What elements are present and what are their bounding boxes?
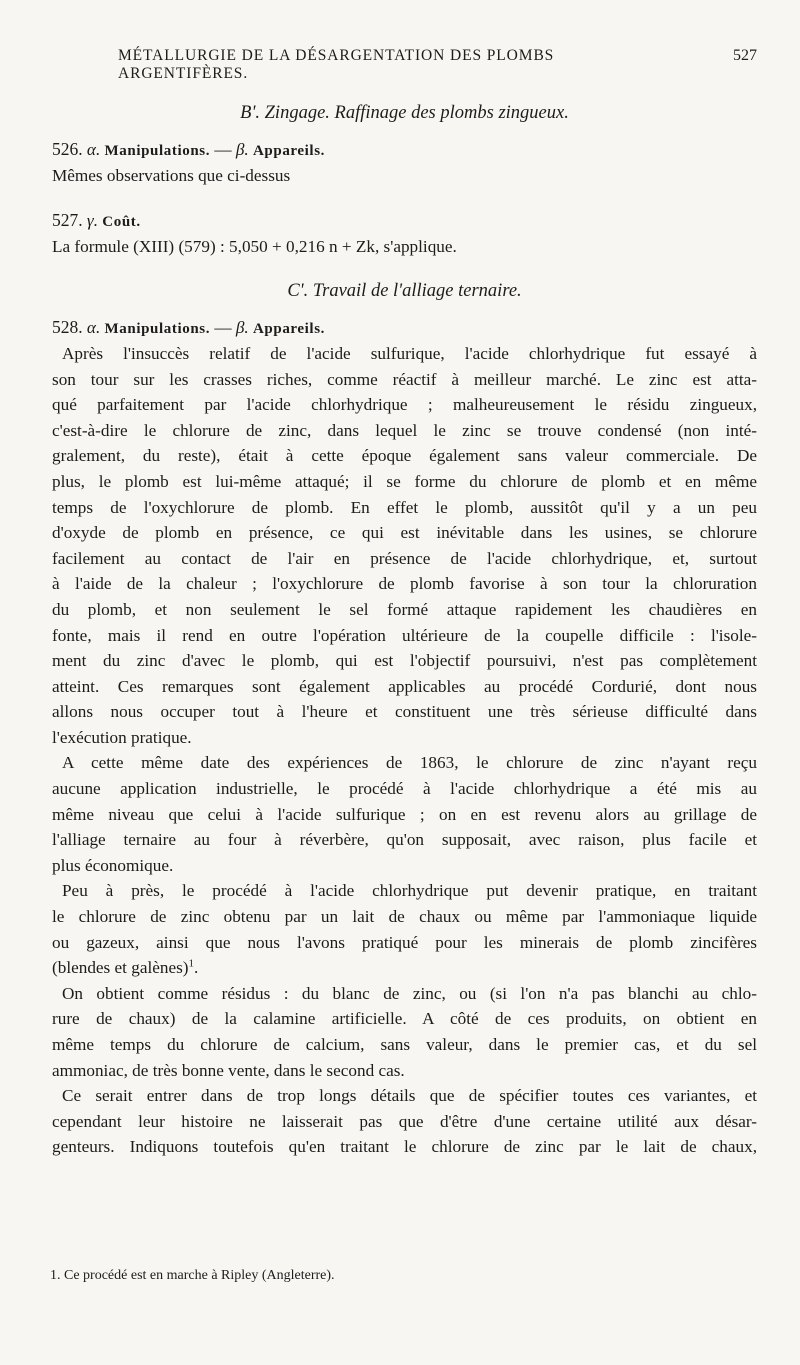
greek-beta: β.	[235, 140, 249, 159]
greek-beta: β.	[235, 318, 249, 338]
greek-alpha: α.	[86, 318, 101, 338]
text-line: qué parfaitement par l'acide chlorhydrique ; malheureusement le résidu zingueux,	[52, 395, 757, 415]
text-line: son tour sur les crasses riches, comme réactif à meilleur marché. Le zinc est atta-	[52, 369, 757, 389]
item-527-heading	[52, 208, 757, 234]
text-line: aucune application industrielle, le procédé à l'acide chlorhydrique a été mis au	[52, 779, 757, 799]
text-line: rure de chaux) de la calamine artificielle. A côté de ces produits, on obtient en	[52, 1009, 757, 1029]
section-heading-alliage: C'. Travail de l'alliage ternaire.	[287, 281, 522, 302]
text-line: temps de l'oxychlorure de plomb. En effet le plomb, aussitôt qu'il y a un peu	[52, 497, 757, 517]
label-appareils: Appareils.	[253, 143, 325, 159]
paragraph-4	[52, 981, 757, 1083]
text-line: Peu à près, le procédé à l'acide chlorhydrique put devenir pratique, en traitant	[62, 881, 757, 901]
text-line: genteurs. Indiquons toutefois qu'en traitant le chlorure de zinc par le lait de chaux,	[52, 1137, 757, 1157]
text-line: facilement au contact de l'air en présence de l'acide chlorhydrique, et, surtout	[52, 548, 757, 568]
item-526-text: Mêmes observations que ci-dessus	[52, 165, 291, 185]
text-line: à l'aide de la chaleur ; l'oxychlorure de plomb favorise à son tour la chloruration	[52, 574, 757, 594]
text-line: ment du zinc d'avec le plomb, qui est l'objectif poursuivi, n'est pas complètement	[52, 651, 757, 671]
text-line	[52, 955, 757, 981]
paragraph-2	[52, 750, 757, 878]
dash: —	[214, 140, 232, 159]
text-line: le chlorure de zinc obtenu par un lait de chaux ou même par l'ammoniaque liquide	[52, 907, 757, 927]
text-line: allons nous occuper tout à l'heure et constituent une très sérieuse difficulté dans	[52, 702, 757, 722]
page-number: 527	[733, 47, 757, 64]
item-527-formula: La formule (XIII) (579) : 5,050 + 0,216 n + Zk, s'applique.	[52, 236, 457, 256]
item-number: 526.	[52, 139, 83, 159]
greek-gamma: γ.	[86, 211, 98, 231]
text-line: A cette même date des expériences de 1863, le chlorure de zinc n'ayant reçu	[62, 753, 757, 773]
item-number: 527.	[52, 210, 83, 231]
text-line: gralement, du reste), était à cette époque également sans valeur commerciale. De	[52, 446, 757, 466]
text-line: même niveau que celui à l'acide sulfurique ; on en est revenu alors au grillage de	[52, 804, 757, 824]
text-line: même temps du chlorure de calcium, sans valeur, dans le premier cas, et du sel	[52, 1035, 757, 1054]
text-line: ou gazeux, ainsi que nous l'avons pratiqué pour les minerais de plomb zincifères	[52, 932, 757, 952]
footnote: 1. Ce procédé est en marche à Ripley (Angleterre).	[50, 1268, 335, 1283]
page-body	[52, 95, 757, 1160]
text-span: (blendes et galènes)	[52, 958, 189, 978]
text-line: ammoniac, de très bonne vente, dans le second cas.	[52, 1060, 405, 1080]
text-line: l'exécution pratique.	[52, 727, 192, 747]
text-line: atteint. Ces remarques sont également applicables au procédé Cordurié, dont nous	[52, 676, 757, 696]
item-526-heading	[52, 137, 757, 163]
text-line: On obtient comme résidus : du blanc de zinc, ou (si l'on n'a pas blanchi au chlo-	[62, 983, 757, 1003]
text-line: d'oxyde de plomb en présence, ce qui est inévitable dans les usines, se chlorure	[52, 523, 757, 543]
section-heading-zingage: B'. Zingage. Raffinage des plombs zingueux.	[240, 103, 569, 123]
text-line: cependant leur histoire ne laisserait pas que d'être d'une certaine utilité aux désar-	[52, 1111, 757, 1131]
text-line: Après l'insuccès relatif de l'acide sulfurique, l'acide chlorhydrique fut essayé à	[62, 343, 757, 363]
paragraph-5	[52, 1083, 757, 1160]
text-line: plus économique.	[52, 855, 174, 875]
label-manipulations: Manipulations.	[104, 143, 211, 159]
text-line: Ce serait entrer dans de trop longs détails que de spécifier toutes ces variantes, et	[62, 1086, 757, 1106]
footnote-marker: 1	[188, 957, 194, 970]
paragraph-3	[52, 878, 757, 980]
paragraph-1	[52, 341, 757, 751]
label-cout: Coût.	[102, 214, 141, 231]
text-line: fonte, mais il rend en outre l'opération ultérieure de la coupelle difficile : l'isole-	[52, 625, 757, 645]
text-span: .	[194, 958, 199, 978]
text-line: c'est-à-dire le chlorure de zinc, dans lequel le zinc se trouve condensé (non inté-	[52, 420, 757, 440]
text-line: plus, le plomb est lui-même attaqué; il se forme du chlorure de plomb et en même	[52, 471, 757, 491]
item-number: 528.	[52, 317, 83, 338]
text-line: l'alliage ternaire au four à réverbère, qu'on supposait, avec raison, plus facile et	[52, 830, 757, 850]
label-manipulations: Manipulations.	[104, 321, 211, 338]
text-line: du plomb, et non seulement le sel formé attaque rapidement les chaudières en	[52, 599, 757, 619]
item-528-heading	[52, 315, 757, 341]
greek-alpha: α.	[86, 140, 101, 159]
label-appareils: Appareils.	[253, 321, 325, 338]
dash: —	[214, 318, 232, 338]
running-title: MÉTALLURGIE DE LA DÉSARGENTATION DES PLOMBS ARGENTIFÈRES.	[118, 47, 555, 82]
